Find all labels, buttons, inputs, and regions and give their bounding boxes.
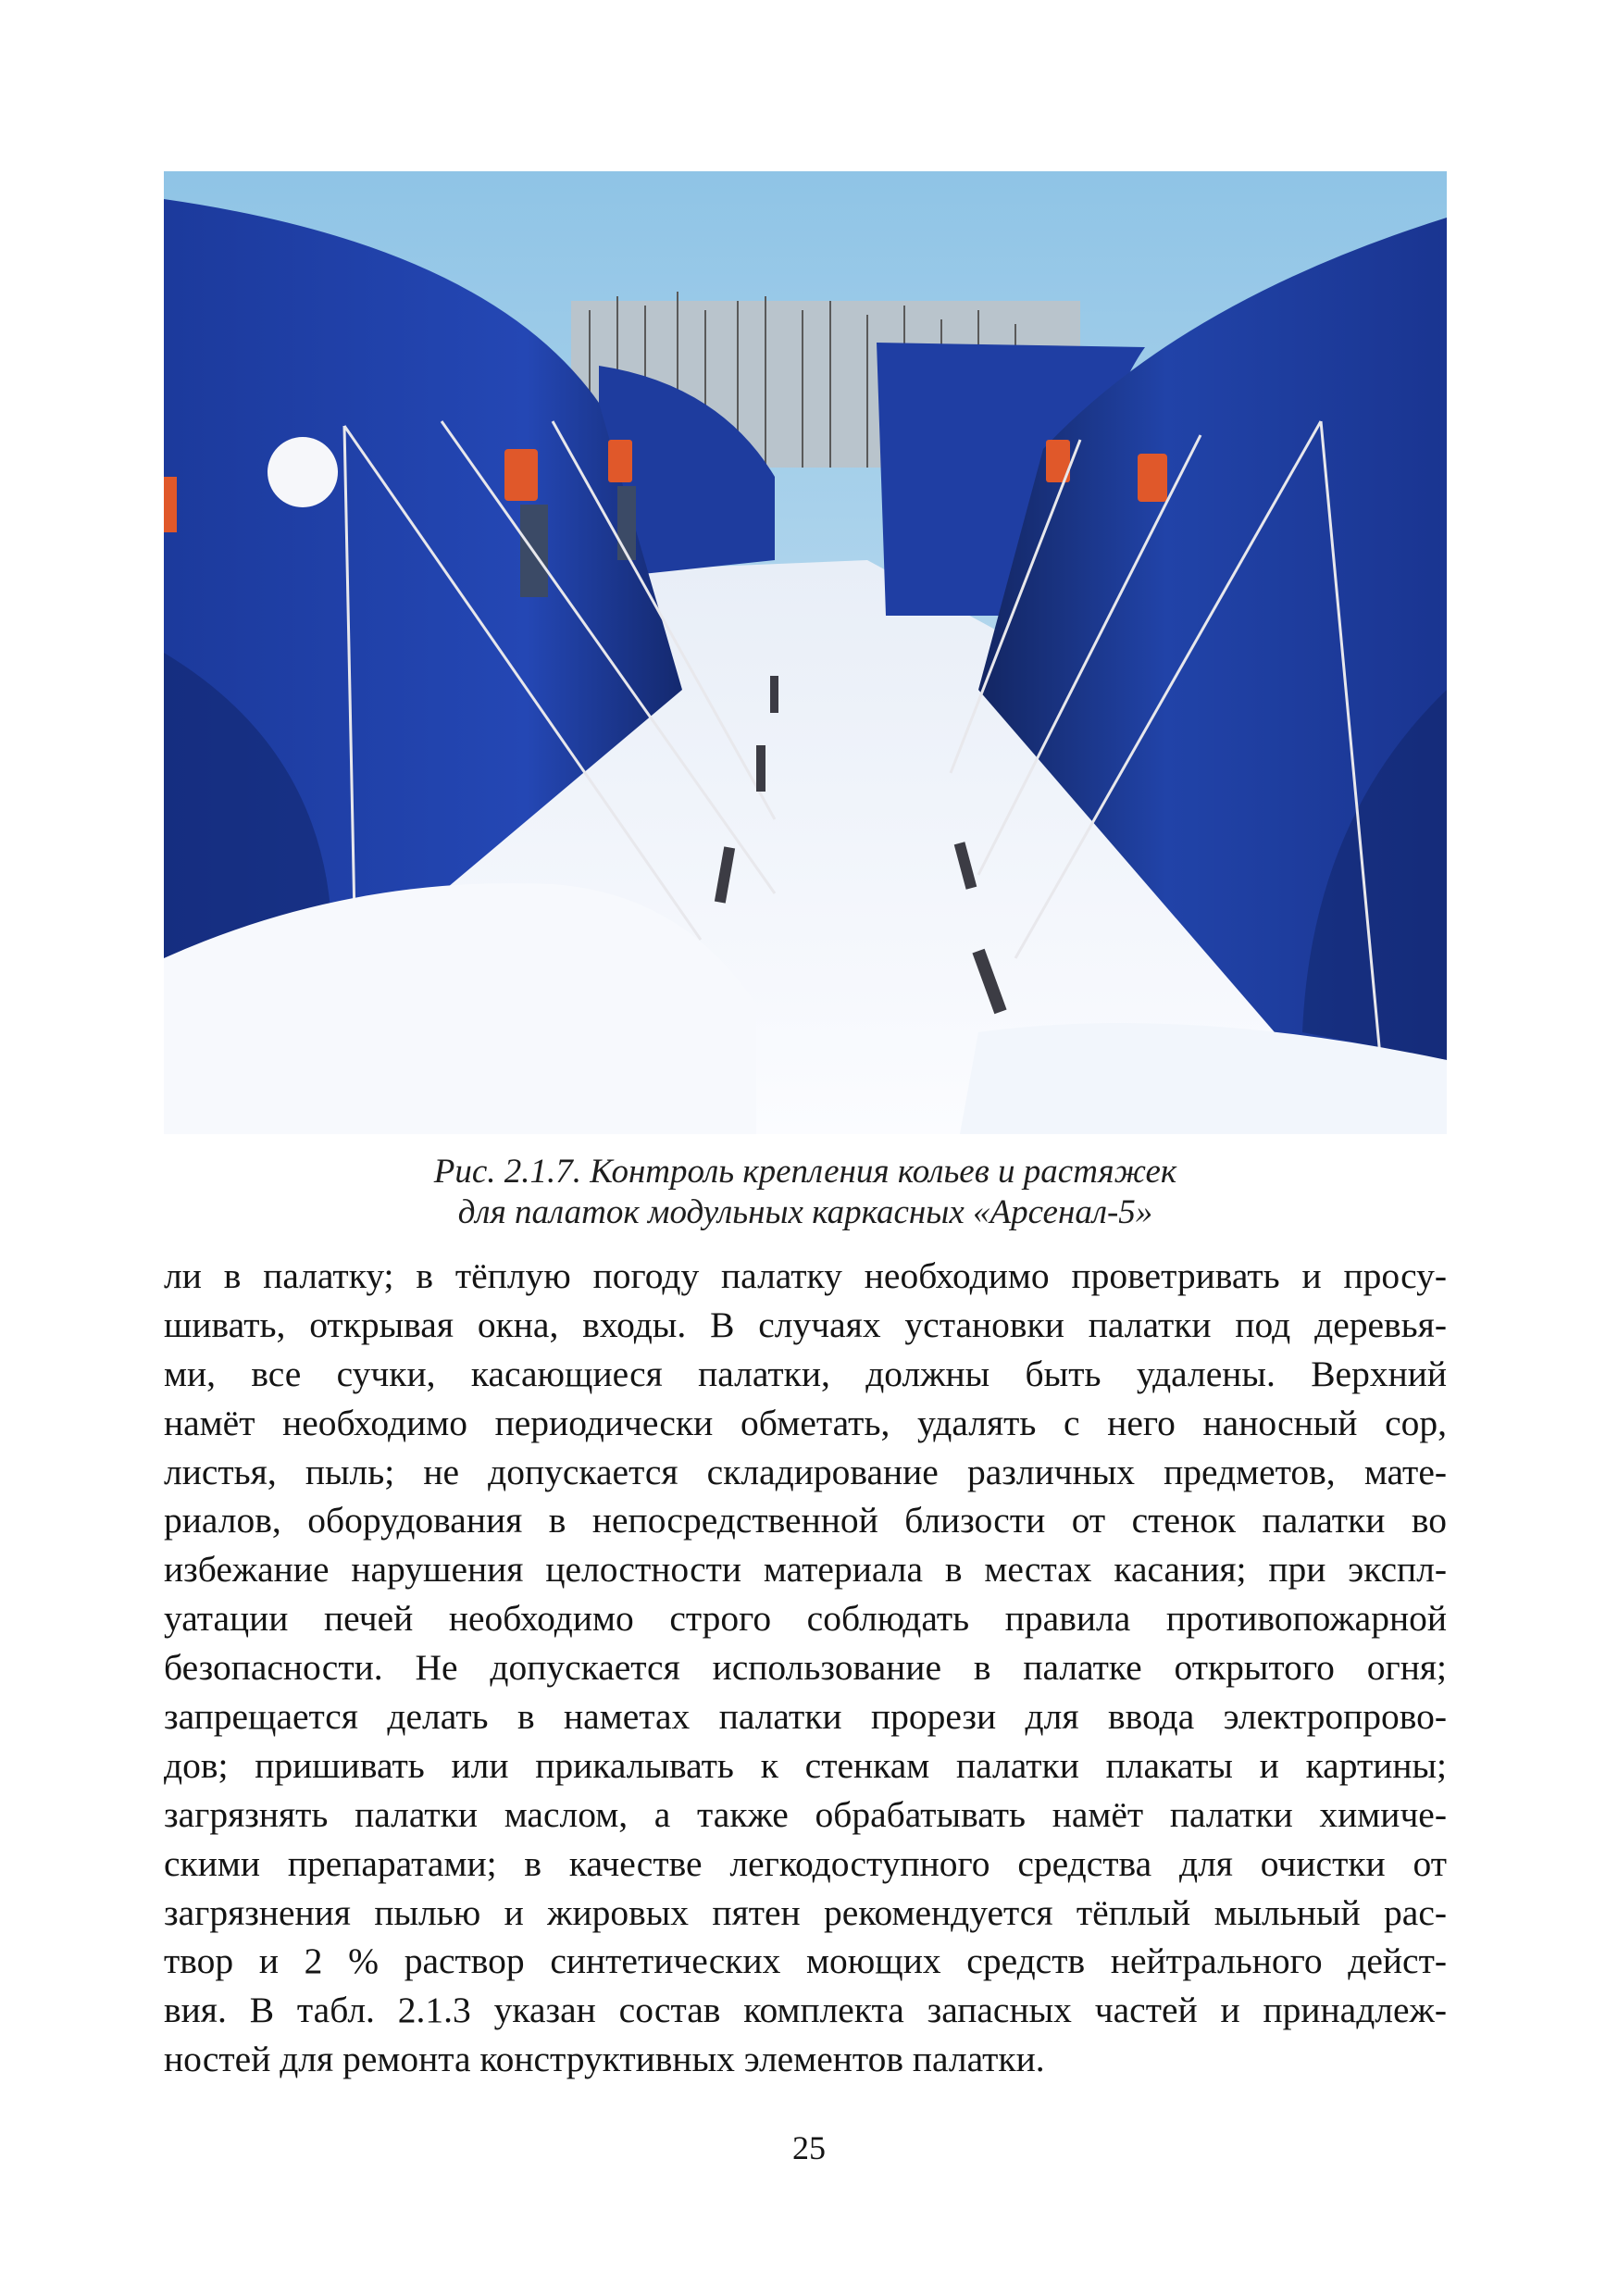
text-line: безопасности. Не допускается использование в палатке открытого огня; (164, 1647, 1447, 1689)
text-line: твор и 2 % раствор синтетических моющих средств нейтрального дейст- (164, 1940, 1447, 1982)
figure-caption-line-1: Рис. 2.1.7. Контроль крепления кольев и растяжек (433, 1153, 1177, 1191)
text-line: риалов, оборудования в непосредственной близости от стенок палатки во (164, 1500, 1447, 1541)
figure-caption-line-2: для палаток модульных каркасных «Арсенал-5» (457, 1193, 1153, 1231)
text-line: загрязнять палатки маслом, а также обрабатывать намёт палатки химиче- (164, 1793, 1447, 1835)
text-line: загрязнения пылью и жировых пятен рекомендуется тёплый мыльный рас- (164, 1891, 1447, 1933)
tent-camp-illustration (164, 171, 1447, 1134)
text-line: ли в палатку; в тёплую погоду палатку необходимо проветривать и просу- (164, 1255, 1447, 1296)
figure-photo (164, 171, 1447, 1134)
text-line: избежание нарушения целостности материала в местах касания; при экспл- (164, 1549, 1447, 1591)
text-line: вия. В табл. 2.1.3 указан состав комплекта запасных частей и принадлеж- (164, 1990, 1447, 2031)
text-line: ностей для ремонта конструктивных элементов палатки. (164, 2039, 1045, 2080)
lamp-globe (268, 437, 338, 507)
text-line: скими препаратами; в качестве легкодоступного средства для очистки от (164, 1842, 1447, 1884)
text-line: уатации печей необходимо строго соблюдать правила противопожарной (164, 1598, 1447, 1640)
text-line: листья, пыль; не допускается складирование различных предметов, мате- (164, 1451, 1447, 1492)
text-line: шивать, открывая окна, входы. В случаях установки палатки под деревья- (164, 1304, 1447, 1345)
text-line: намёт необходимо периодически обметать, удалять с него наносный сор, (164, 1402, 1447, 1443)
body-paragraph (164, 1252, 1447, 2084)
text-line: ми, все сучки, касающиеся палатки, должны быть удалены. Верхний (164, 1353, 1447, 1394)
page-number: 25 (792, 2129, 826, 2166)
text-line: запрещается делать в наметах палатки прорези для ввода электропрово- (164, 1696, 1447, 1738)
text-line: дов; пришивать или прикалывать к стенкам палатки плакаты и картины; (164, 1744, 1447, 1786)
